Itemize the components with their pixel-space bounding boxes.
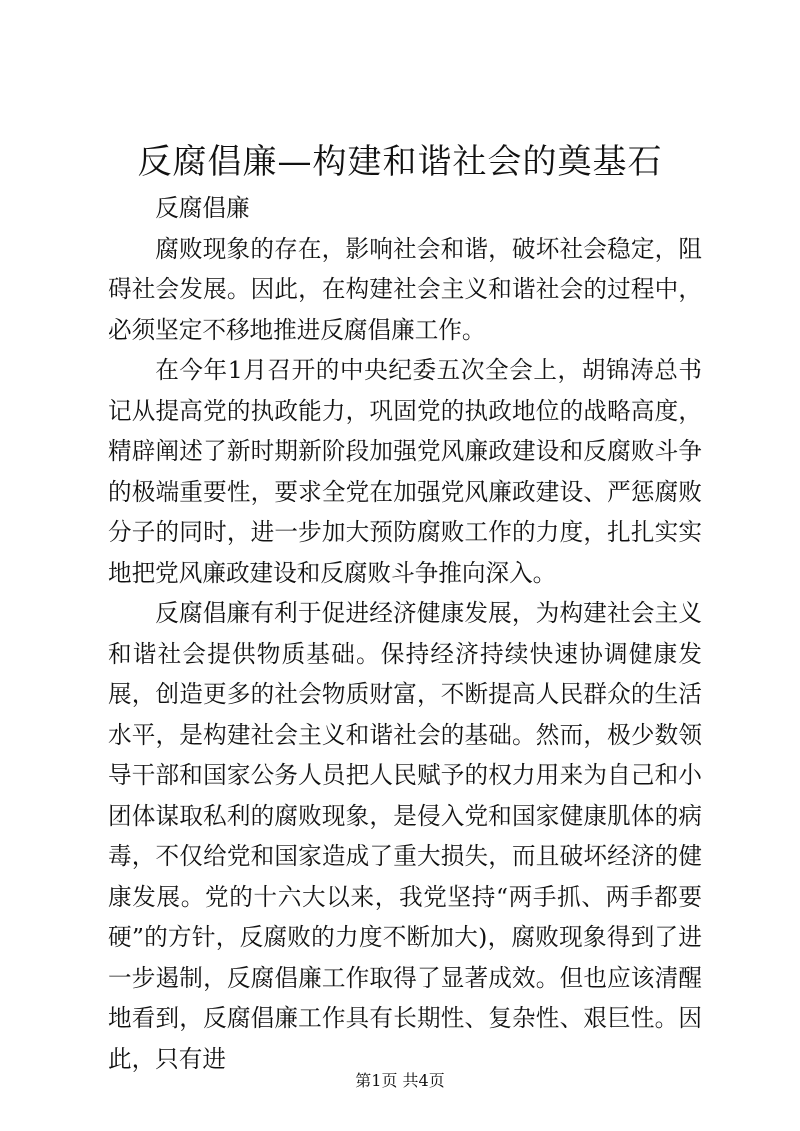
paragraph-subtitle: 反腐倡廉 (155, 194, 250, 222)
paragraph: 腐败现象的存在，影响社会和谐，破坏社会稳定，阻碍社会发展。因此，在构建社会主义和谐社会的过程中，必须坚定不移地推进反腐倡廉工作。 (108, 234, 702, 344)
paragraph: 在今年1月召开的中央纪委五次全会上，胡锦涛总书记从提高党的执政能力，巩固党的执政地位的战略高度，精辟阐述了新时期新阶段加强党风廉政建设和反腐败斗争的极端重要性，要求全党在加强党风廉政建设、严惩腐败分子的同时，进一步加大预防腐败工作的力度，扎扎实实地把党风廉政建设和反腐败斗争推向深入。 (108, 356, 702, 587)
paragraph: 反腐倡廉有利于促进经济健康发展，为构建社会主义和谐社会提供物质基础。保持经济持续快速协调健康发展，创造更多的社会物质财富，不断提高人民群众的生活水平，是构建社会主义和谐社会的基础。然而，极少数领导干部和国家公务人员把人民赋予的权力用来为自己和小团体谋取私利的腐败现象，是侵入党和国家健康肌体的病毒，不仅给党和国家造成了重大损失，而且破坏经济的健康发展。党的十六大以来，我党坚持“两手抓、两手都要硬”的方针，反腐败的力度不断加大)，腐败现象得到了进一步遏制，反腐倡廉工作取得了显著成效。但也应该清醒地看到，反腐倡廉工作具有长期性、复杂性、艰巨性。因此，只有进 (108, 599, 702, 1073)
page-footer: 第1页 共4页 (355, 1071, 445, 1090)
document-title: 反腐倡廉—构建和谐社会的奠基石 (137, 142, 663, 182)
document-body (108, 188, 702, 1079)
